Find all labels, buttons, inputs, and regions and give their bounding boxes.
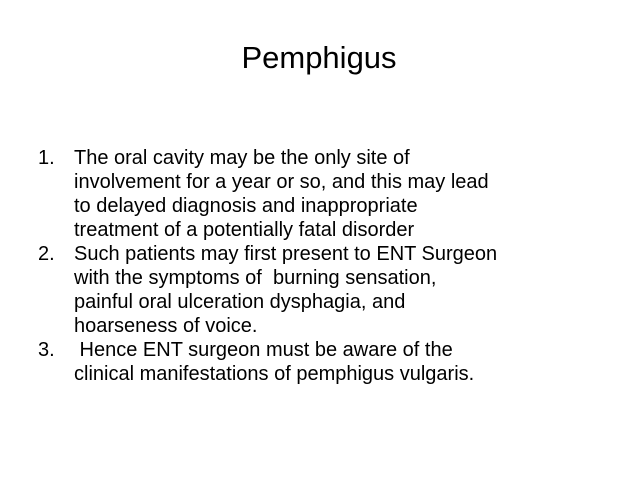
list-item bbox=[38, 146, 608, 242]
list-item-line: with the symptoms of burning sensation, bbox=[74, 267, 437, 289]
list-item-line: Hence ENT surgeon must be aware of the bbox=[74, 339, 453, 361]
list-item-number: 2. bbox=[38, 243, 55, 265]
list-item-line: hoarseness of voice. bbox=[74, 315, 258, 337]
slide-title: Pemphigus bbox=[241, 40, 397, 75]
list-item-number: 1. bbox=[38, 147, 55, 169]
list-item-line: painful oral ulceration dysphagia, and bbox=[74, 291, 406, 313]
list-item-line: Such patients may first present to ENT Surgeon bbox=[74, 243, 498, 265]
list-item-line: clinical manifestations of pemphigus vulgaris. bbox=[74, 363, 475, 385]
list-item-line: The oral cavity may be the only site of bbox=[74, 147, 410, 169]
list-item-line: to delayed diagnosis and inappropriate bbox=[74, 195, 418, 217]
list-item-line: treatment of a potentially fatal disorder bbox=[74, 219, 415, 241]
list-item bbox=[38, 242, 608, 338]
numbered-list bbox=[38, 146, 608, 386]
list-item bbox=[38, 338, 608, 386]
list-item-line: involvement for a year or so, and this may lead bbox=[74, 171, 489, 193]
list-item-number: 3. bbox=[38, 339, 55, 361]
